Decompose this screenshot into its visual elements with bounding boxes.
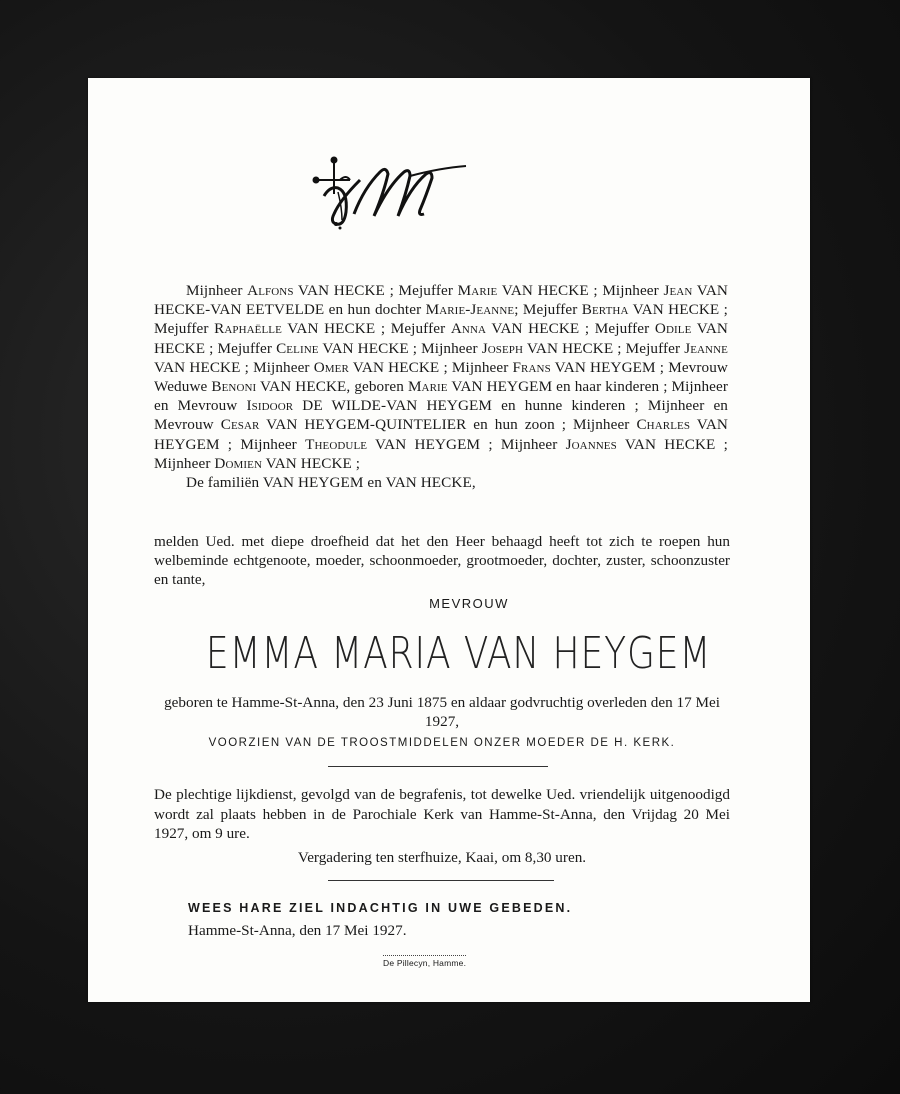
given-name: Jeanne [684, 339, 728, 357]
name-text: VAN HECKE ; Mijnheer [154, 435, 728, 472]
given-name: Bertha [581, 301, 629, 319]
sacraments-line: VOORZIEN VAN DE TROOSTMIDDELEN ONZER MOEDER DE H. KERK. [208, 737, 676, 749]
name-text: VAN HECKE ; Mijnheer [348, 358, 513, 376]
name-text: VAN HEYGEM ; Mijnheer [367, 435, 566, 453]
name-text: VAN HECKE ; Mejuffer [486, 320, 655, 338]
given-name: Frans [512, 358, 551, 376]
deceased-name: EMMA MARIA VAN HEYGEM [205, 628, 712, 679]
families-line: De familiën VAN HEYGEM en VAN HECKE, [186, 474, 476, 492]
given-name: Raphaëlle [214, 320, 282, 338]
place-date: Hamme-St-Anna, den 17 Mei 1927. [188, 922, 407, 939]
mevrouw-heading: MEVROUW [429, 596, 509, 611]
name-text: VAN HECKE-VAN EETVELDE en hun dochter [154, 282, 728, 319]
death-notice-card [88, 78, 810, 1002]
given-name: Marie [407, 378, 448, 396]
divider-2 [328, 880, 554, 881]
given-name: Charles [636, 416, 691, 434]
gathering-info: Vergadering ten sterfhuize, Kaai, om 8,30 uren. [297, 849, 587, 866]
given-name: Joannes [565, 435, 617, 453]
given-name: Odile [654, 320, 692, 338]
given-name: Celine [276, 339, 319, 357]
name-text: VAN HECKE, geboren [256, 378, 408, 396]
given-name: Domien [214, 454, 262, 472]
monogram-cross-icon [310, 154, 470, 232]
name-text: ; Mejuffer [514, 301, 582, 319]
given-name: Omer [313, 358, 349, 376]
name-text: VAN HECKE ; Mijnheer [318, 339, 482, 357]
birth-death-info: geboren te Hamme-St-Anna, den 23 Juni 1875 en aldaar godvruchtig overleden den 17 Mei 1927, [164, 694, 720, 730]
name-text: VAN HEYGEM-QUINTELIER en hun zoon ; Mijnheer [259, 416, 637, 434]
family-members-list [154, 282, 728, 472]
name-text: VAN HEYGEM en haar kinderen ; Mijnheer en Mevrouw [154, 378, 728, 415]
name-text: VAN HECKE ; Mejuffer [154, 320, 728, 357]
name-text: VAN HECKE ; Mejuffer [281, 320, 451, 338]
funeral-info: De plechtige lijkdienst, gevolgd van de begrafenis, tot dewelke Ued. vriendelijk uitgenoodigd wordt zal plaats hebben in de Parochiale Kerk van Hamme-St-Anna, den Vrijdag 20 Mei 1927, om 9 ure. [154, 786, 730, 842]
printer-mark: De Pillecyn, Hamme. [383, 955, 466, 968]
prayer-request: WEES HARE ZIEL INDACHTIG IN UWE GEBEDEN. [188, 901, 573, 915]
name-text: VAN HECKE ; [262, 454, 361, 472]
given-name: Cesar [220, 416, 260, 434]
given-name: Joseph [481, 339, 524, 357]
name-text: VAN HECKE ; Mejuffer [293, 282, 458, 299]
family-announcement [154, 281, 728, 492]
divider-1 [328, 766, 548, 767]
name-text: VAN HEYGEM ; Mijnheer [154, 416, 728, 453]
given-name: Alfons [247, 282, 294, 299]
given-name: Benoni [211, 378, 257, 396]
name-text: DE WILDE-VAN HEYGEM en hunne kinderen ; Mijnheer en Mevrouw [154, 397, 728, 434]
given-name: Marie-Jeanne [425, 301, 515, 319]
name-text: VAN HECKE ; Mejuffer [154, 301, 728, 338]
given-name: Theodule [305, 435, 368, 453]
given-name: Marie [457, 282, 498, 299]
given-name: Anna [450, 320, 487, 338]
name-text: VAN HECKE ; Mijnheer [154, 358, 314, 376]
announcement-text: melden Ued. met diepe droefheid dat het den Heer behaagd heeft tot zich te roepen hun welbeminde echtgenoote, moeder, schoonmoeder, grootmoeder, dochter, zuster, schoonzuster en tante, [154, 533, 730, 589]
name-text: VAN HECKE ; Mejuffer [523, 339, 685, 357]
given-name: Jean [663, 282, 693, 299]
name-text: VAN HECKE ; Mijnheer [497, 282, 664, 299]
given-name: Isidoor [246, 397, 294, 415]
name-text: Mijnheer [186, 282, 248, 299]
name-text: VAN HEYGEM ; Mevrouw Weduwe [154, 358, 728, 396]
